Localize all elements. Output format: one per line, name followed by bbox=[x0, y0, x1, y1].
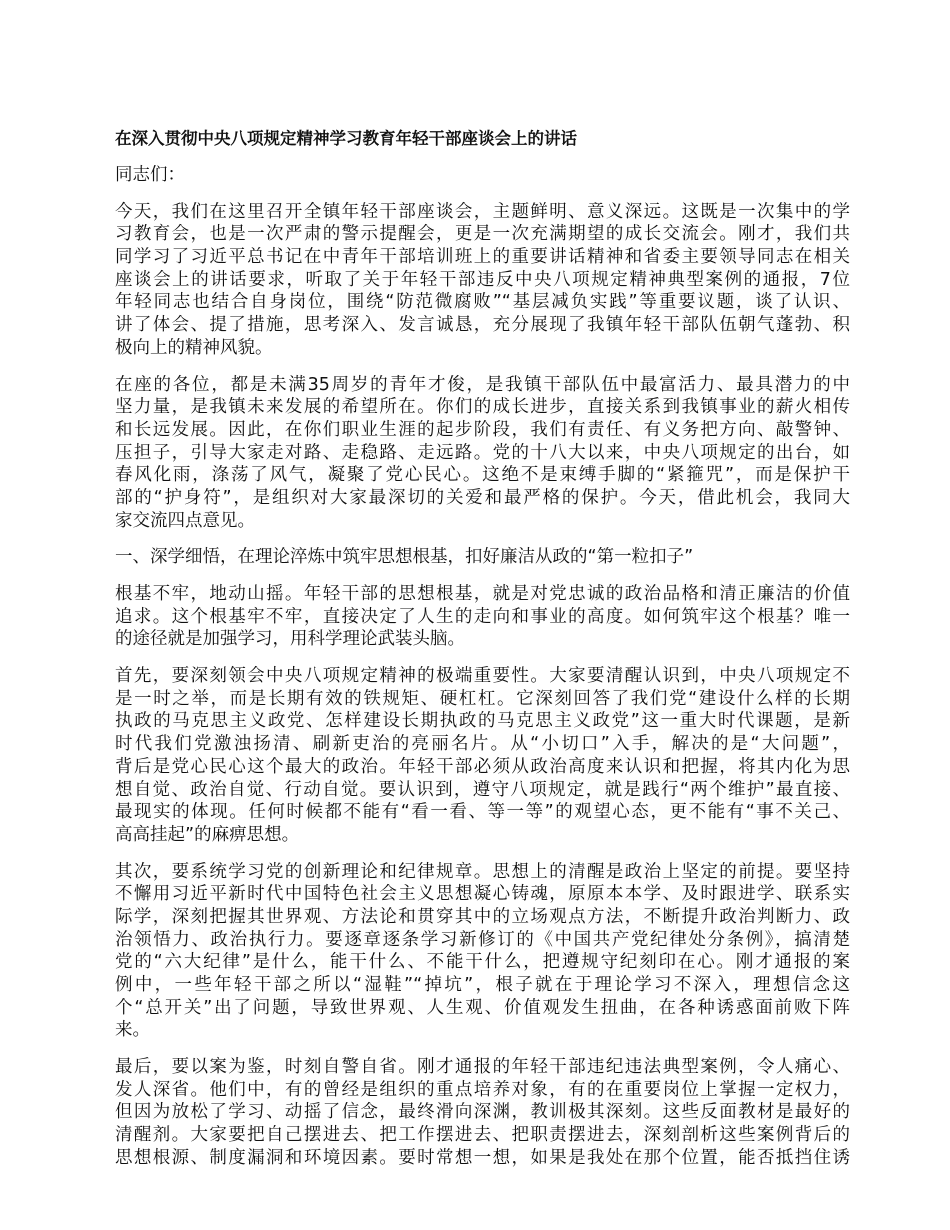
paragraphs bbox=[115, 164, 850, 1170]
text-line: 座谈会上的讲话要求，听取了关于年轻干部违反中央八项规定精神典型案例的通报，7位 bbox=[115, 269, 850, 290]
text-line: 在座的各位，都是未满35周岁的青年才俊，是我镇干部队伍中最富活力、最具潜力的中 bbox=[115, 374, 850, 395]
text-line: 高高挂起”的麻痹思想。 bbox=[115, 824, 300, 845]
text-line: 执政的马克思主义政党、怎样建设长期执政的马克思主义政党”这一重大时代课题，是新 bbox=[115, 711, 850, 732]
paragraph bbox=[115, 1056, 850, 1169]
text-line: 党的“六大纪律”是什么，能干什么、不能干什么，把遵规守纪刻印在心。刚才通报的案 bbox=[115, 952, 850, 973]
document-body bbox=[115, 128, 850, 1184]
text-line: 的途径就是加强学习，用科学理论武装头脑。 bbox=[115, 629, 465, 650]
text-line: 家交流四点意见。 bbox=[115, 510, 255, 531]
text-line: 时代我们党激浊扬清、刷新吏治的亮丽名片。从“小切口”入手，解决的是“大问题”， bbox=[115, 734, 850, 755]
text-line: 根基不牢，地动山摇。年轻干部的思想根基，就是对党忠诚的政治品格和清正廉洁的价值 bbox=[115, 584, 850, 604]
text-line: 清醒剂。大家要把自己摆进去、把工作摆进去、把职责摆进去，深刻剖析这些案例背后的 bbox=[115, 1125, 850, 1146]
paragraph bbox=[115, 374, 850, 533]
text-line: 想自觉、政治自觉、行动自觉。要认识到，遵守八项规定，就是践行“两个维护”最直接、 bbox=[115, 779, 850, 800]
text-line: 思想根源、制度漏洞和环境因素。要时常想一想，如果是我处在那个位置，能否抵挡住诱 bbox=[115, 1147, 850, 1168]
paragraph bbox=[115, 583, 850, 651]
text-line: 习教育会，也是一次严肃的警示提醒会，更是一次充满期望的成长交流会。刚才，我们共 bbox=[115, 224, 850, 245]
text-line: 不懈用习近平新时代中国特色社会主义思想凝心铸魂，原原本本学、及时跟进学、联系实 bbox=[115, 884, 850, 905]
text-line: 讲了体会、提了措施，思考深入、发言诚恳，充分展现了我镇年轻干部队伍朝气蓬勃、积 bbox=[115, 315, 850, 336]
text-line: 坚力量，是我镇未来发展的希望所在。你们的成长进步，直接关系到我镇事业的薪火相传 bbox=[115, 397, 850, 418]
text-line: 际学，深刻把握其世界观、方法论和贯穿其中的立场观点方法，不断提升政治判断力、政 bbox=[115, 906, 850, 927]
section-heading bbox=[115, 546, 850, 569]
text-line: 其次，要系统学习党的创新理论和纪律规章。思想上的清醒是政治上坚定的前提。要坚持 bbox=[115, 861, 850, 882]
text-line: 首先，要深刻领会中央八项规定精神的极端重要性。大家要清醒认识到，中央八项规定不 bbox=[115, 666, 850, 687]
text-line: 但因为放松了学习、动摇了信念，最终滑向深渊，教训极其深刻。这些反面教材是最好的 bbox=[115, 1102, 850, 1123]
text-line: 个“总开关”出了问题，导致世界观、人生观、价值观发生扭曲，在各种诱惑面前败下阵 bbox=[115, 997, 850, 1018]
salutation bbox=[115, 164, 850, 187]
paragraph bbox=[115, 861, 850, 1043]
document-title: 在深入贯彻中央八项规定精神学习教育年轻干部座谈会上的讲话 bbox=[115, 129, 577, 148]
paragraph bbox=[115, 201, 850, 360]
text-line: 年轻同志也结合自身岗位，围绕“防范微腐败”“基层减负实践”等重要议题，谈了认识、 bbox=[115, 292, 850, 313]
text-line: 背后是党心民心这个最大的政治。年轻干部必须从政治高度来认识和把握，将其内化为思 bbox=[115, 756, 850, 777]
text-line: 部的“护身符”，是组织对大家最深切的关爱和最严格的保护。今天，借此机会，我同大 bbox=[115, 487, 850, 508]
text-line: 追求。这个根基牢不牢，直接决定了人生的走向和事业的高度。如何筑牢这个根基？唯一 bbox=[115, 606, 850, 627]
text-line: 例中，一些年轻干部之所以“湿鞋”“掉坑”，根子就在于理论学习不深入，理想信念这 bbox=[115, 975, 850, 995]
text-line: 同学习了习近平总书记在中青年干部培训班上的重要讲话精神和省委主要领导同志在相关 bbox=[115, 247, 850, 268]
paragraph bbox=[115, 665, 850, 847]
text-line: 同志们： bbox=[115, 165, 185, 185]
text-line: 极向上的精神风貌。 bbox=[115, 337, 273, 358]
text-line: 和长远发展。因此，在你们职业生涯的起步阶段，我们有责任、有义务把方向、敲警钟、 bbox=[115, 419, 850, 440]
text-line: 最现实的体现。任何时候都不能有“看一看、等一等”的观望心态，更不能有“事不关己、 bbox=[115, 802, 850, 823]
text-line: 来。 bbox=[115, 1020, 150, 1041]
text-line: 压担子，引导大家走对路、走稳路、走远路。党的十八大以来，中央八项规定的出台，如 bbox=[115, 442, 850, 463]
text-line: 春风化雨，涤荡了风气，凝聚了党心民心。这绝不是束缚手脚的“紧箍咒”，而是保护干 bbox=[115, 465, 850, 486]
text-line: 是一时之举，而是长期有效的铁规矩、硬杠杠。它深刻回答了我们党“建设什么样的长期 bbox=[115, 688, 850, 709]
text-line: 今天，我们在这里召开全镇年轻干部座谈会，主题鲜明、意义深远。这既是一次集中的学 bbox=[115, 201, 850, 222]
text-line: 最后，要以案为鉴，时刻自警自省。刚才通报的年轻干部违纪违法典型案例，令人痛心、 bbox=[115, 1057, 850, 1078]
text-line: 治领悟力、政治执行力。要逐章逐条学习新修订的《中国共产党纪律处分条例》，搞清楚 bbox=[115, 929, 850, 950]
text-line: 一、深学细悟，在理论淬炼中筑牢思想根基，扣好廉洁从政的“第一粒扣子” bbox=[115, 547, 694, 568]
text-line: 发人深省。他们中，有的曾经是组织的重点培养对象，有的在重要岗位上掌握一定权力， bbox=[115, 1079, 850, 1100]
